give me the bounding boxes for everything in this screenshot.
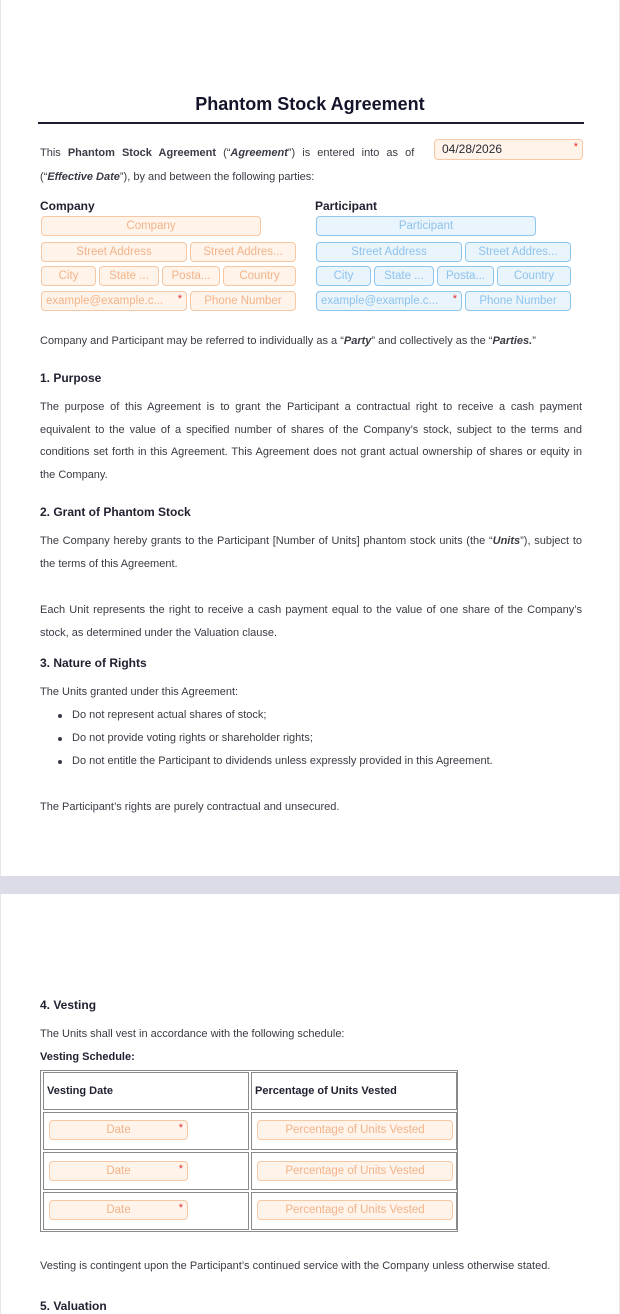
participant-label: Participant [315, 199, 378, 213]
required-asterisk: * [452, 293, 457, 305]
party-definition-text: Company and Participant may be referred to individually as a “Party” and collectively as the “Parties.” [40, 335, 536, 347]
document-title: Phantom Stock Agreement [195, 94, 425, 114]
intro-agreement-term: Agreement [230, 147, 288, 159]
section-vesting-intro: The Units shall vest in accordance with the following schedule: [40, 1028, 345, 1040]
section-nature-intro: The Units granted under this Agreement: [40, 686, 239, 698]
vesting-percentage-input[interactable]: Percentage of Units Vested [257, 1161, 453, 1181]
table-row [43, 1112, 455, 1150]
participant-phone-input[interactable]: Phone Number [465, 291, 571, 311]
section-grant-heading: 2. Grant of Phantom Stock [40, 505, 191, 519]
company-postal-input[interactable]: Posta... [162, 266, 220, 286]
vesting-percentage-input[interactable]: Percentage of Units Vested [257, 1120, 453, 1140]
table-header-row [43, 1072, 455, 1110]
company-street1-input[interactable]: Street Address [41, 242, 187, 262]
participant-street1-input[interactable]: Street Address [316, 242, 462, 262]
participant-street2-input[interactable]: Street Addres... [465, 242, 571, 262]
intro-doc-name: Phantom Stock Agreement [67, 147, 217, 159]
section-vesting-closing: Vesting is contingent upon the Participant’s continued service with the Company unless otherwise stated. [40, 1260, 551, 1272]
intro-line-2: (“Effective Date”), by and between the following parties: [40, 171, 315, 183]
company-state-input[interactable]: State ... [99, 266, 159, 286]
table-row [43, 1152, 455, 1190]
company-phone-input[interactable]: Phone Number [190, 291, 296, 311]
page-separator [0, 876, 620, 894]
vesting-schedule-label: Vesting Schedule: [40, 1051, 135, 1063]
company-street2-input[interactable]: Street Addres... [190, 242, 296, 262]
required-asterisk: * [573, 141, 578, 153]
vesting-percentage-input[interactable]: Percentage of Units Vested [257, 1200, 453, 1220]
title-divider [38, 122, 584, 124]
table-row [43, 1192, 455, 1230]
list-item: Do not provide voting rights or shareholder rights; [58, 727, 493, 750]
section-nature-heading: 3. Nature of Rights [40, 656, 147, 670]
effective-date-input[interactable]: 04/28/2026 * [434, 139, 583, 160]
list-item: Do not entitle the Participant to dividends unless expressly provided in this Agreement. [58, 750, 493, 773]
section-vesting-heading: 4. Vesting [40, 998, 97, 1012]
participant-name-input[interactable]: Participant [316, 216, 536, 236]
required-asterisk: * [177, 293, 182, 305]
parties-term: Parties. [492, 335, 533, 347]
section-grant-paragraph-2: Each Unit represents the right to receive a cash payment equal to the value of one share of the Company’s stock, as determined under the Valuation clause. [40, 604, 582, 639]
section-nature-closing: The Participant’s rights are purely contractual and unsecured. [40, 801, 340, 813]
vesting-date-input[interactable]: Date * [49, 1161, 188, 1181]
section-grant-paragraph-1: The Company hereby grants to the Participant [Number of Units] phantom stock units (the “Units”), subject to the terms of this Agreement. [40, 535, 582, 570]
vesting-date-input[interactable]: Date * [49, 1120, 188, 1140]
required-asterisk: * [178, 1163, 183, 1175]
company-email-input[interactable]: example@example.c... * [41, 291, 187, 311]
column-header-vesting-date: Vesting Date [43, 1072, 249, 1110]
party-term: Party [343, 335, 372, 347]
participant-postal-input[interactable]: Posta... [437, 266, 494, 286]
list-item: Do not represent actual shares of stock; [58, 704, 493, 727]
intro-line-1: This Phantom Stock Agreement (“Agreement”) is entered into as of [40, 147, 415, 159]
vesting-date-input[interactable]: Date * [49, 1200, 188, 1220]
company-city-input[interactable]: City [41, 266, 96, 286]
company-name-input[interactable]: Company [41, 216, 261, 236]
participant-state-input[interactable]: State ... [374, 266, 434, 286]
required-asterisk: * [178, 1202, 183, 1214]
section-valuation-heading: 5. Valuation [40, 1299, 107, 1313]
participant-email-input[interactable]: example@example.c... * [316, 291, 462, 311]
section-purpose-heading: 1. Purpose [40, 371, 102, 385]
participant-country-input[interactable]: Country [497, 266, 571, 286]
company-label: Company [40, 199, 95, 213]
vesting-schedule-table [40, 1070, 458, 1232]
column-header-percentage: Percentage of Units Vested [251, 1072, 457, 1110]
required-asterisk: * [178, 1122, 183, 1134]
section-purpose-body: The purpose of this Agreement is to grant the Participant a contractual right to receive a cash payment equivalent to the value of a specified number of shares of the Company’s stock, subject to the terms and conditions set forth in this Agreement. This Agreement does not grant actual ownership of shares or equity in the Company. [40, 401, 582, 481]
company-country-input[interactable]: Country [223, 266, 296, 286]
participant-city-input[interactable]: City [316, 266, 371, 286]
units-term: Units [492, 535, 521, 547]
intro-effective-date-term: Effective Date [47, 171, 120, 183]
nature-bullet-list [58, 704, 493, 773]
